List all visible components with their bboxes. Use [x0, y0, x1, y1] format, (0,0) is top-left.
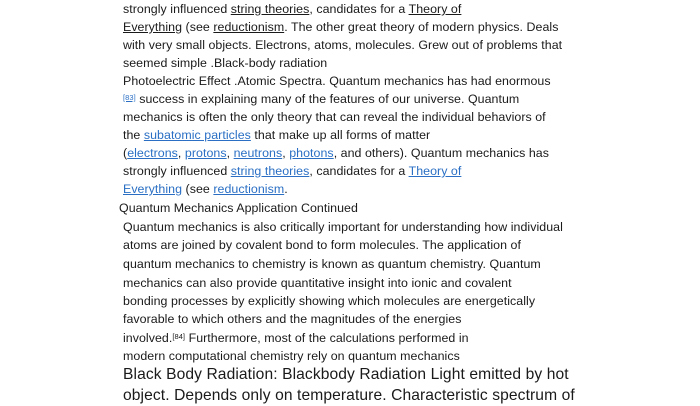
text-line: atoms are joined by covalent bond to form molecules. The application of — [123, 238, 521, 252]
text-line: quantum mechanics to chemistry is known as quantum chemistry. Quantum — [123, 257, 541, 271]
text-line: favorable to which others and the magnitudes of the energies — [123, 312, 462, 326]
link-reductionism[interactable]: reductionism — [213, 20, 285, 34]
text-span: involved. — [123, 331, 173, 345]
text-span: Furthermore, most of the calculations performed in — [185, 331, 469, 345]
link-theory-of-everything[interactable]: Everything — [123, 182, 183, 196]
link-photons[interactable]: photons — [289, 146, 334, 160]
text-span: that make up all forms of matter — [250, 128, 431, 142]
citation-84[interactable]: [84] — [172, 332, 186, 341]
text-span: . The other great theory of modern physics. Deals — [284, 20, 559, 34]
text-line — [123, 162, 461, 180]
link-string-theories[interactable]: string theories — [230, 2, 310, 16]
link-theory-of-everything[interactable]: Everything — [123, 20, 183, 34]
text-line: bonding processes by explicitly showing which molecules are energetically — [123, 294, 536, 308]
text-line: mechanics can also provide quantitative insight into ionic and covalent — [123, 276, 512, 290]
text-line: mechanics is often the only theory that can reveal the individual behaviors of — [123, 110, 546, 124]
text-span: strongly influenced — [123, 2, 231, 16]
text-span: , — [282, 146, 290, 160]
link-theory-of-everything[interactable]: Theory of — [408, 2, 462, 16]
text-line — [123, 329, 469, 347]
text-span: strongly influenced — [123, 164, 231, 178]
section-heading: Quantum Mechanics Application Continued — [119, 201, 358, 215]
text-span: , and others). Quantum mechanics has — [333, 146, 549, 160]
text-line — [123, 180, 288, 198]
link-string-theories[interactable]: string theories — [230, 164, 310, 178]
text-line — [123, 0, 461, 18]
text-line: Photoelectric Effect .Atomic Spectra. Quantum mechanics has had enormous — [123, 74, 551, 88]
text-span: , candidates for a — [309, 164, 409, 178]
link-electrons[interactable]: electrons — [127, 146, 178, 160]
text-span: , — [226, 146, 234, 160]
text-line — [123, 90, 519, 108]
link-neutrons[interactable]: neutrons — [233, 146, 283, 160]
link-reductionism[interactable]: reductionism — [213, 182, 285, 196]
text-span: (see — [182, 182, 214, 196]
text-span: , — [177, 146, 185, 160]
text-span: success in explaining many of the features of our universe. Quantum — [135, 92, 520, 106]
text-line: seemed simple .Black-body radiation — [123, 56, 328, 70]
text-span: ( — [123, 146, 128, 160]
text-line: Quantum mechanics is also critically important for understanding how individual — [123, 220, 563, 234]
text-line: modern computational chemistry rely on quantum mechanics — [123, 349, 460, 363]
text-line — [123, 144, 549, 162]
link-protons[interactable]: protons — [184, 146, 227, 160]
text-line — [123, 126, 430, 144]
text-span: the — [123, 128, 144, 142]
link-theory-of-everything[interactable]: Theory of — [408, 164, 462, 178]
text-line-large: Black Body Radiation: Blackbody Radiation Light emitted by hot — [123, 366, 569, 383]
text-line — [123, 18, 558, 36]
text-span: , candidates for a — [309, 2, 409, 16]
link-subatomic-particles[interactable]: subatomic particles — [143, 128, 251, 142]
text-line: with very small objects. Electrons, atoms, molecules. Grew out of problems that — [123, 38, 563, 52]
text-line-large: object. Depends only on temperature. Characteristic spectrum of — [123, 387, 575, 404]
text-span: (see — [182, 20, 214, 34]
citation-link-83[interactable]: [83] — [123, 93, 136, 102]
text-span: . — [284, 182, 288, 196]
